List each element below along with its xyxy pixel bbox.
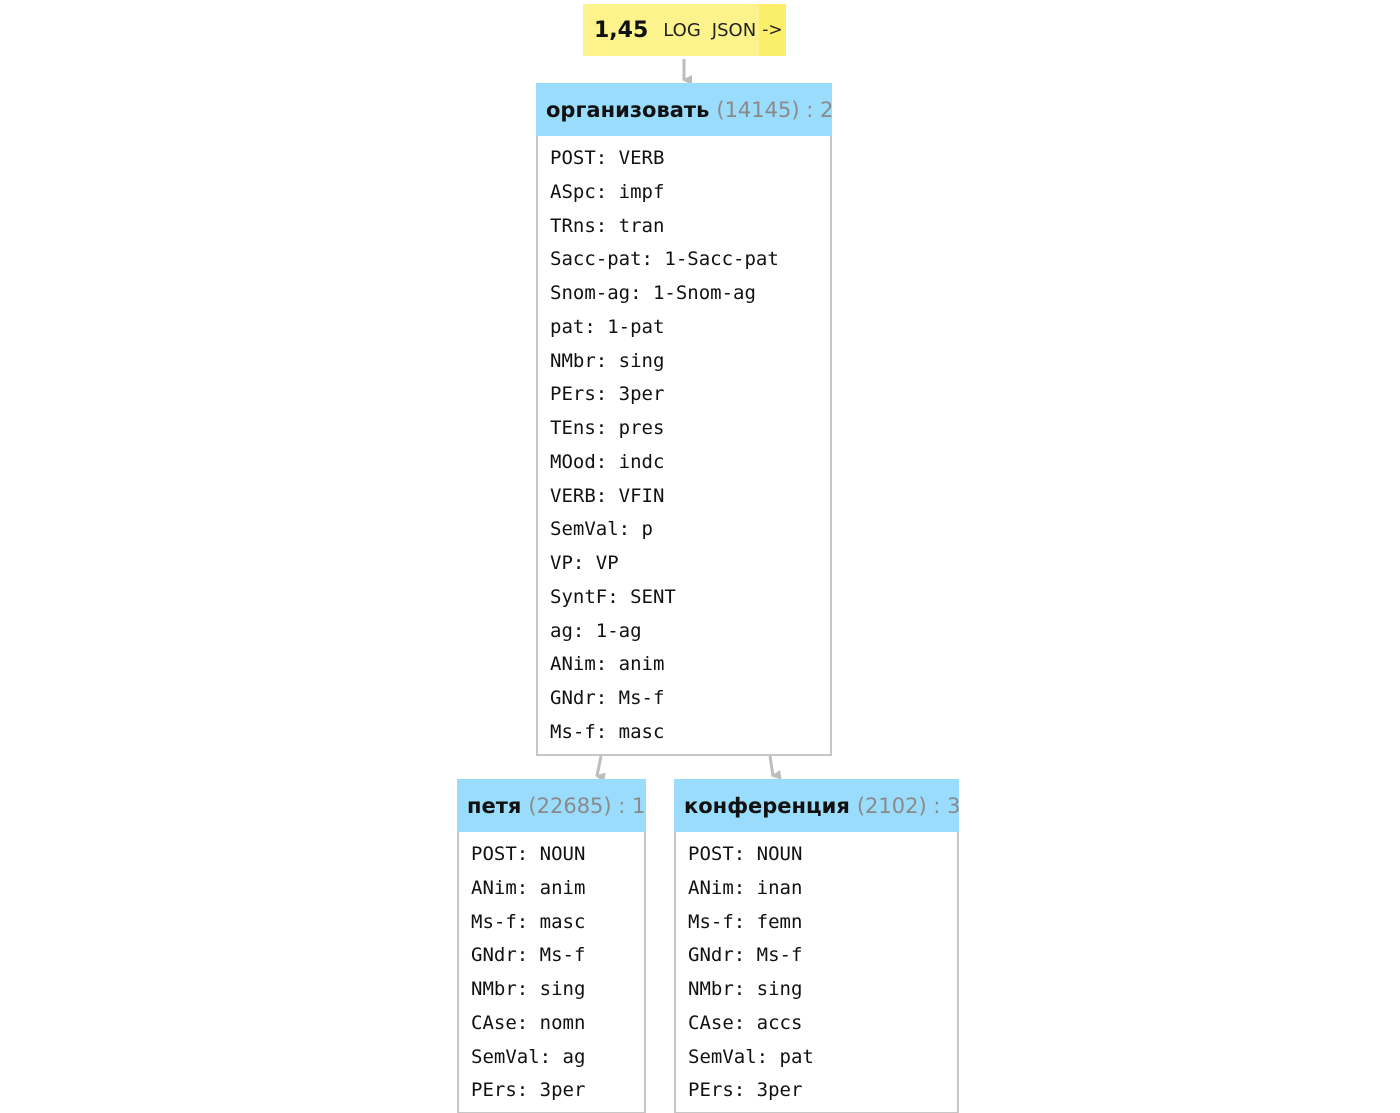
feature-row: NMbr: sing xyxy=(550,349,665,372)
feature-row: POST: NOUN xyxy=(471,843,586,865)
feature-row: GNdr: Ms-f xyxy=(550,687,665,709)
node-meta: (22685) : 1 xyxy=(528,793,646,818)
score-value: 1,45 xyxy=(594,17,649,43)
feature-row: GNdr: Ms-f xyxy=(688,944,803,967)
tree-node-left xyxy=(457,779,646,1113)
node-word: конференция xyxy=(684,793,850,818)
feature-row: POST: VERB xyxy=(550,147,665,169)
feature-row: pat: 1-pat xyxy=(550,315,665,338)
feature-row: ANim: inan xyxy=(688,876,803,899)
node-features xyxy=(674,832,959,1113)
score-bar xyxy=(583,4,786,56)
tree-node-root xyxy=(536,83,832,756)
feature-row: POST: NOUN xyxy=(688,843,803,865)
node-header[interactable] xyxy=(536,83,832,136)
feature-row: GNdr: Ms-f xyxy=(471,944,586,967)
feature-row: PErs: 3per xyxy=(471,1079,586,1102)
node-word: организовать xyxy=(546,97,710,122)
feature-row: CAse: accs xyxy=(688,1011,803,1034)
feature-row: Sacc-pat: 1-Sacc-pat xyxy=(550,248,779,271)
feature-row: PErs: 3per xyxy=(550,383,665,406)
feature-row: NMbr: sing xyxy=(688,978,803,1000)
feature-row: VERB: VFIN xyxy=(550,484,665,507)
node-features xyxy=(536,136,832,756)
feature-row: ANim: anim xyxy=(550,653,665,676)
feature-row: Snom-ag: 1-Snom-ag xyxy=(550,282,756,304)
next-arrow-button[interactable]: -> xyxy=(759,4,786,56)
feature-row: ag: 1-ag xyxy=(550,619,642,642)
node-header[interactable] xyxy=(674,779,959,832)
node-word: петя xyxy=(467,793,522,818)
feature-row: Ms-f: masc xyxy=(471,910,586,933)
feature-row: SemVal: p xyxy=(550,518,653,541)
feature-row: Ms-f: masc xyxy=(550,720,665,743)
feature-row: ANim: anim xyxy=(471,876,586,899)
node-features xyxy=(457,832,646,1113)
node-header[interactable] xyxy=(457,779,646,832)
node-meta: (14145) : 2 xyxy=(716,97,834,122)
feature-row: CAse: nomn xyxy=(471,1011,586,1034)
edge-root-to-left xyxy=(597,756,601,776)
feature-row: TRns: tran xyxy=(550,214,665,237)
feature-row: ASpc: impf xyxy=(550,180,665,203)
feature-row: Ms-f: femn xyxy=(688,910,803,933)
node-meta: (2102) : 3 xyxy=(856,793,961,818)
edge-root-to-right xyxy=(770,756,773,776)
feature-row: PErs: 3per xyxy=(688,1079,803,1102)
feature-row: SyntF: SENT xyxy=(550,585,676,608)
feature-row: SemVal: pat xyxy=(688,1045,814,1068)
feature-row: NMbr: sing xyxy=(471,978,586,1000)
feature-row: SemVal: ag xyxy=(471,1045,586,1068)
log-button[interactable]: LOG xyxy=(663,19,701,41)
tree-node-right xyxy=(674,779,959,1113)
feature-row: TEns: pres xyxy=(550,417,665,439)
feature-row: MOod: indc xyxy=(550,450,665,473)
feature-row: VP: VP xyxy=(550,552,619,574)
json-button[interactable]: JSON xyxy=(711,19,757,41)
